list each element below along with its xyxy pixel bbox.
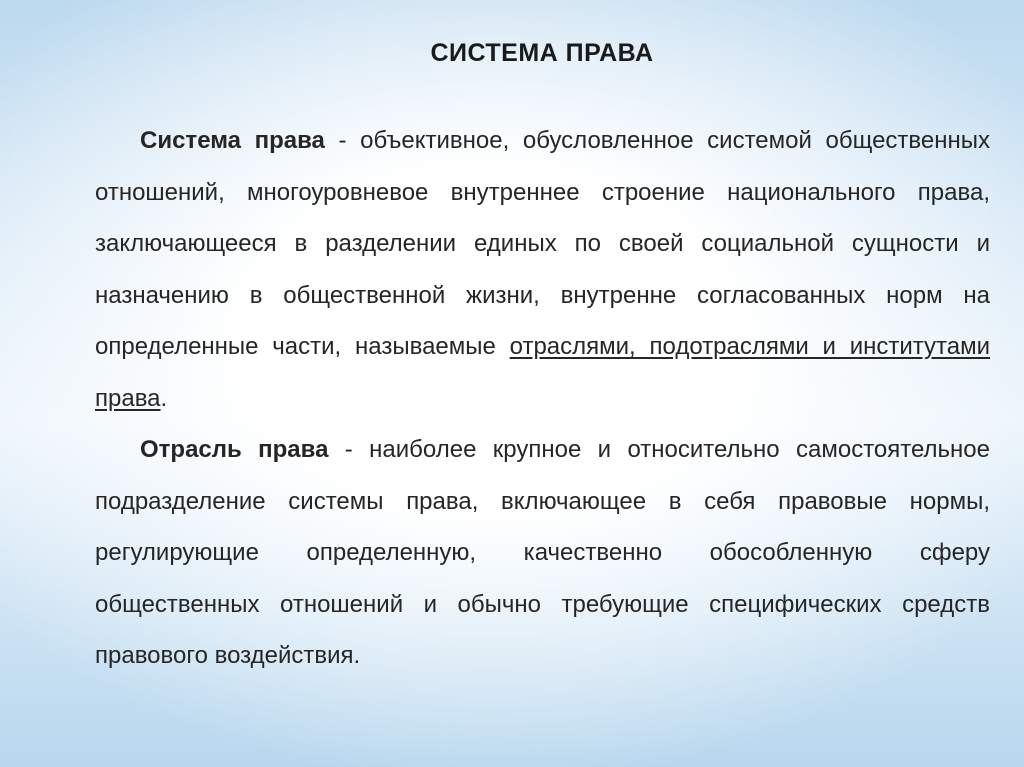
definition-tail-period: . (160, 384, 168, 412)
definition-paragraph-branch (95, 424, 990, 682)
slide-title: СИСТЕМА ПРАВА (430, 39, 654, 67)
definition-text-branch-of-law: - наиболее крупное и относительно самостоятельное подразделение системы права, включающее в себя правовые нормы, регулирующие определенную, качественно обособленную сферу общественных отношений и обычно требующие специфических средств правового воздействия. (95, 436, 991, 669)
underlined-link-branches[interactable]: отраслями, подотраслями и институтами права (95, 333, 990, 412)
definition-paragraph-system (95, 115, 990, 424)
definition-text-system-of-law: - объективное, обусловленное системой общественных отношений, многоуровневое внутреннее строение национального права, заключающееся в разделении единых по своей социальной сущности и назначению в общественной жизни, внутренне согласованных норм на определенные части, называемые (95, 127, 990, 360)
term-branch-of-law: Отрасль права (140, 436, 329, 463)
slide-body (95, 115, 990, 682)
term-system-of-law: Система права (140, 127, 325, 154)
